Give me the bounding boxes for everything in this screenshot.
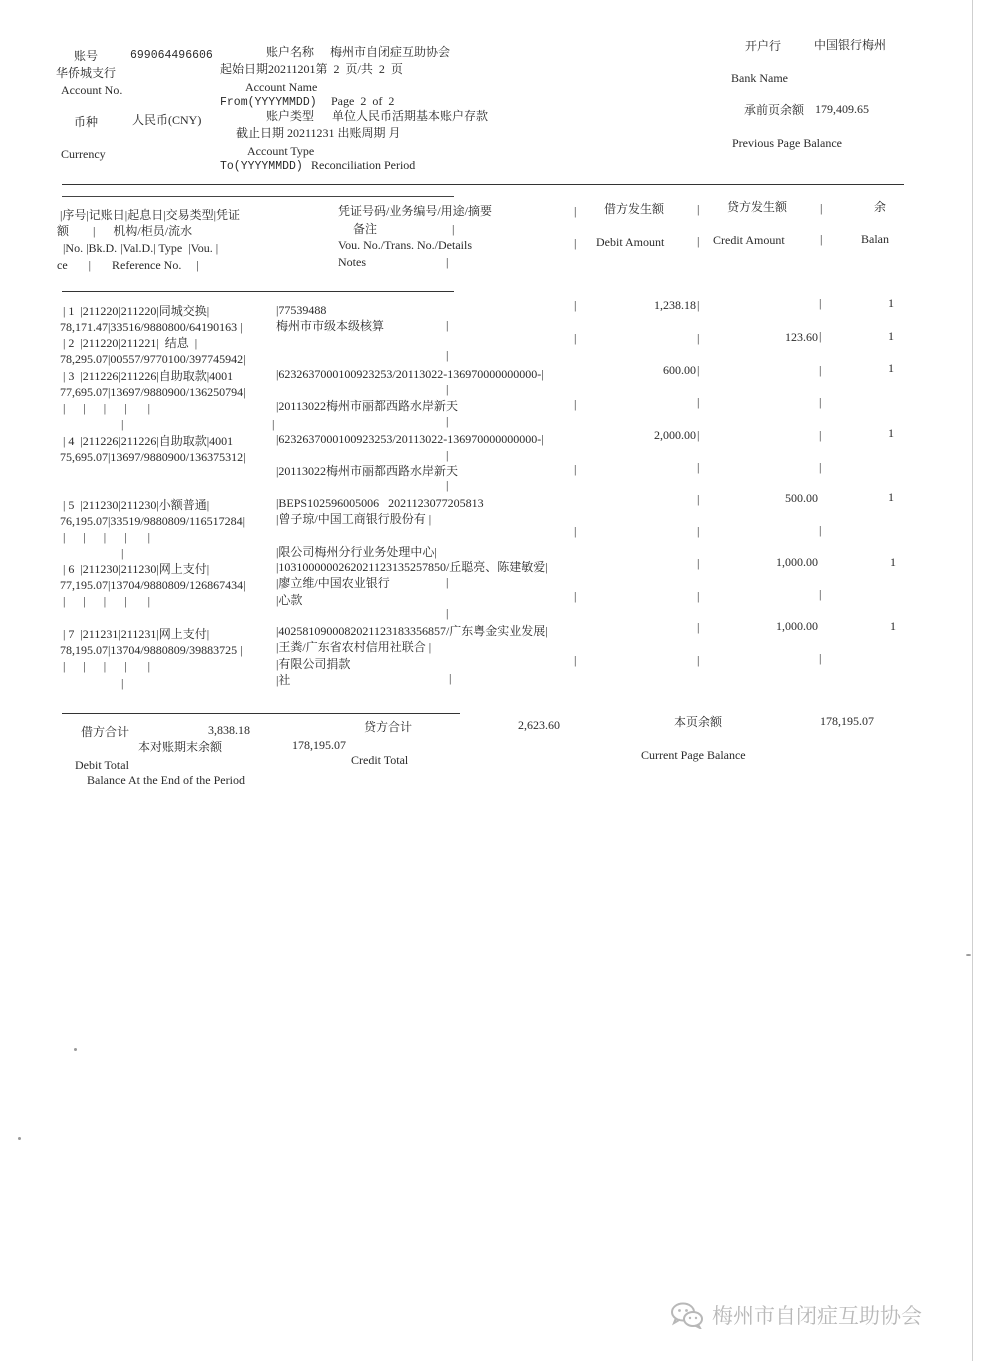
col-sep: | <box>697 234 700 248</box>
row-detail-line: |1031000000262021123135257850/丘聪亮、陈建敏爱| <box>276 560 548 574</box>
row-debit: 600.00 <box>663 363 696 377</box>
header-rule-top <box>62 184 904 185</box>
row-left-line: 77,695.07|13697/9880900/136250794| <box>60 385 246 399</box>
col-sep: | <box>697 556 700 570</box>
col-header-credit-en: Credit Amount <box>713 233 785 247</box>
to-label: To(YYYYMMDD) <box>220 160 303 173</box>
col-sep: | <box>121 676 124 690</box>
col-sep: | <box>819 395 822 409</box>
col-header-cn-2: 额 | 机构/柜员/流水 <box>57 224 193 238</box>
col-sep: | <box>574 204 577 218</box>
col-sep: | <box>819 651 822 665</box>
credit-total-label: 贷方合计 <box>364 720 413 734</box>
col-sep: | <box>697 395 700 409</box>
row-debit: 1,238.18 <box>654 298 696 312</box>
prev-balance-value: 179,409.65 <box>815 102 869 116</box>
col-sep: | <box>697 524 700 538</box>
col-sep: | <box>446 448 449 462</box>
row-credit: 500.00 <box>785 491 818 505</box>
row-detail-line: |4025810900082021123183356857/广东粤金实业发展| <box>276 624 548 638</box>
col-sep: | <box>819 523 822 537</box>
row-left-line: 78,171.47|33516/9880800/64190163 | <box>60 320 243 334</box>
row-left-line: 77,195.07|13704/9880809/126867434| <box>60 578 246 592</box>
debit-total-label-en: Debit Total <box>75 758 129 772</box>
col-sep: | <box>272 417 275 431</box>
currency-label-en: Currency <box>61 147 106 161</box>
col-sep: | <box>819 587 822 601</box>
scan-speck <box>966 954 971 956</box>
col-sep: | <box>697 620 700 634</box>
column-header-rule <box>62 291 454 292</box>
col-header-notes-cn: 备注 <box>353 222 378 236</box>
row-left-line: 75,695.07|13697/9880900/136375312| <box>60 450 246 464</box>
bank-branch-value: 华侨城支行 <box>56 66 117 80</box>
col-header-notes-en: Notes <box>338 255 366 269</box>
col-sep: | <box>697 460 700 474</box>
col-sep: | <box>446 348 449 362</box>
col-sep: | <box>697 589 700 603</box>
row-left-line: | 1 |211220|211220|同城交换| <box>63 304 210 318</box>
col-sep: | <box>574 462 577 476</box>
page-balance-label: 本页余额 <box>674 715 723 729</box>
row-left-line: | 7 |211231|211231|网上支付| <box>63 627 210 641</box>
col-sep: | <box>574 653 577 667</box>
col-sep: | <box>820 232 823 246</box>
row-left-line: | 2 |211220|211221| 结息 | <box>63 336 198 350</box>
col-sep: | <box>574 331 577 345</box>
row-detail-line: |王粪/广东省农村信用社联合 | <box>276 640 432 654</box>
row-balance: 1 <box>888 490 894 504</box>
col-sep: | <box>452 222 455 236</box>
col-header-balance-en: Balan <box>861 232 889 246</box>
row-balance: 1 <box>890 619 896 633</box>
bank-label: 开户行 <box>745 39 782 53</box>
row-detail-line: |心款 <box>276 593 303 607</box>
row-detail-line: |廖立维/中国农业银行 <box>276 576 390 590</box>
col-sep: | <box>697 363 700 377</box>
col-sep: | <box>574 236 577 250</box>
col-sep: | <box>574 397 577 411</box>
col-sep: | <box>819 428 822 442</box>
col-sep: | <box>697 202 700 216</box>
col-header-cn-1: |序号|记账日|起息日|交易类型|凭证 <box>60 208 241 222</box>
col-header-credit-cn: 贷方发生额 <box>727 200 788 214</box>
col-sep: | <box>697 428 700 442</box>
row-left-line: | | | | | <box>63 530 151 544</box>
row-balance: 1 <box>890 555 896 569</box>
col-header-en-1: |No. |Bk.D. |Val.D.| Type |Vou. | <box>63 241 219 255</box>
row-left-line: | 6 |211230|211230|网上支付| <box>63 562 210 576</box>
prev-balance-label-en: Previous Page Balance <box>732 136 842 150</box>
row-left-line: | 3 |211226|211226|自助取款|4001 <box>63 369 234 383</box>
col-sep: | <box>446 478 449 492</box>
watermark <box>670 1300 922 1330</box>
account-no-label: 账号 <box>74 49 99 63</box>
col-sep: | <box>446 575 449 589</box>
col-sep: | <box>574 524 577 538</box>
account-name-label: 账户名称 <box>266 45 315 59</box>
bank-label-en: Bank Name <box>731 71 788 85</box>
row-left-line: | 4 |211226|211226|自助取款|4001 <box>63 434 234 448</box>
col-sep: | <box>574 298 577 312</box>
debit-total-label: 借方合计 <box>81 725 130 739</box>
account-name-label-en: Account Name <box>245 80 318 94</box>
row-credit: 123.60 <box>785 330 818 344</box>
end-date-line: 截止日期 20211231 出账周期 月 <box>236 126 401 140</box>
row-debit: 2,000.00 <box>654 428 696 442</box>
col-sep: | <box>446 606 449 620</box>
col-sep: | <box>121 546 124 560</box>
currency-value: 人民币(CNY) <box>132 113 202 127</box>
credit-total-value: 2,623.60 <box>518 718 560 732</box>
row-detail-line: |BEPS102596005006 2021123077205813 <box>276 496 484 510</box>
col-sep: | <box>697 298 700 312</box>
start-date-line: 起始日期20211201第 2 页/共 2 页 <box>220 62 403 76</box>
col-header-en-2: ce | Reference No. | <box>57 258 199 272</box>
row-detail-line: 梅州市市级本级核算 <box>276 319 385 333</box>
totals-rule <box>62 713 460 714</box>
row-left-line: | | | | | <box>63 594 151 608</box>
bank-name-value: 中国银行梅州 <box>814 38 887 52</box>
account-type-label: 账户类型 <box>266 109 315 123</box>
col-sep: | <box>574 589 577 603</box>
currency-label: 币种 <box>74 115 99 129</box>
row-detail-line: |社 <box>276 673 291 687</box>
scan-speck <box>18 1137 21 1140</box>
row-detail-line: |限公司梅州分行业务处理中心| <box>276 545 437 559</box>
account-no-label-en: Account No. <box>61 83 123 97</box>
account-no-value: 699064496606 <box>130 49 213 62</box>
row-detail-line: |曾子琼/中国工商银行股份有 | <box>276 512 432 526</box>
period-label: Reconciliation Period <box>311 158 416 172</box>
row-credit: 1,000.00 <box>776 619 818 633</box>
row-balance: 1 <box>888 329 894 343</box>
col-sep: | <box>819 296 822 310</box>
col-sep: | <box>446 414 449 428</box>
debit-total-value: 3,838.18 <box>208 723 250 737</box>
account-type-label-en: Account Type <box>247 144 315 158</box>
row-left-line: 78,195.07|13704/9880809/39883725 | <box>60 643 243 657</box>
credit-total-label-en: Credit Total <box>351 753 409 767</box>
page-balance-label-en: Current Page Balance <box>641 748 746 762</box>
row-left-line: | | | | | <box>63 401 151 415</box>
col-sep: | <box>819 363 822 377</box>
account-name-value: 梅州市自闭症互助协会 <box>330 45 451 59</box>
col-sep: | <box>446 382 449 396</box>
page-balance-value: 178,195.07 <box>820 714 874 728</box>
header-rule-sub <box>62 196 454 197</box>
row-detail-line: |有限公司捐款 <box>276 657 351 671</box>
col-sep: | <box>697 331 700 345</box>
col-header-balance-cn: 余 <box>874 200 887 214</box>
from-label: From(YYYYMMDD) <box>220 96 317 109</box>
col-sep: | <box>697 492 700 506</box>
col-sep: | <box>446 318 449 332</box>
row-balance: 1 <box>888 296 894 310</box>
period-end-value: 178,195.07 <box>292 738 346 752</box>
account-type-value: 单位人民币活期基本账户存款 <box>332 109 489 123</box>
col-sep: | <box>449 671 452 685</box>
period-end-label-en: Balance At the End of the Period <box>87 773 245 787</box>
col-sep: | <box>697 653 700 667</box>
col-header-details-cn: 凭证号码/业务编号/用途/摘要 <box>338 204 493 218</box>
col-sep: | <box>819 460 822 474</box>
row-detail-line: |20113022梅州市丽都西路水岸新天 <box>276 399 458 413</box>
row-left-line: 76,195.07|33519/9880809/116517284| <box>60 514 246 528</box>
col-sep: | <box>819 329 822 343</box>
period-end-label: 本对账期末余额 <box>138 740 223 754</box>
row-balance: 1 <box>888 426 894 440</box>
row-left-line: | | | | | <box>63 659 151 673</box>
page-label-en: Page 2 of 2 <box>331 94 395 108</box>
page-edge-line <box>972 0 973 1361</box>
col-sep: | <box>121 417 124 431</box>
col-sep: | <box>446 255 449 269</box>
col-header-debit-en: Debit Amount <box>596 235 665 249</box>
row-detail-line: |6232637000100923253/20113022-136970000000000-| <box>276 367 544 381</box>
row-detail-line: |6232637000100923253/20113022-136970000000000-| <box>276 432 544 446</box>
row-left-line: 78,295.07|00557/9770100/397745942| <box>60 352 246 366</box>
row-balance: 1 <box>888 361 894 375</box>
scan-speck <box>74 1048 77 1051</box>
row-credit: 1,000.00 <box>776 555 818 569</box>
col-header-debit-cn: 借方发生额 <box>604 202 665 216</box>
col-header-details-en: Vou. No./Trans. No./Details <box>338 238 473 252</box>
row-detail-line: |77539488 <box>276 303 327 317</box>
watermark-text: 梅州市自闭症互助协会 <box>712 1304 922 1328</box>
col-sep: | <box>820 201 823 215</box>
row-left-line: | 5 |211230|211230|小额普通| <box>63 498 210 512</box>
wechat-icon <box>670 1301 704 1329</box>
row-detail-line: |20113022梅州市丽都西路水岸新天 <box>276 464 458 478</box>
prev-balance-label: 承前页余额 <box>744 103 805 117</box>
